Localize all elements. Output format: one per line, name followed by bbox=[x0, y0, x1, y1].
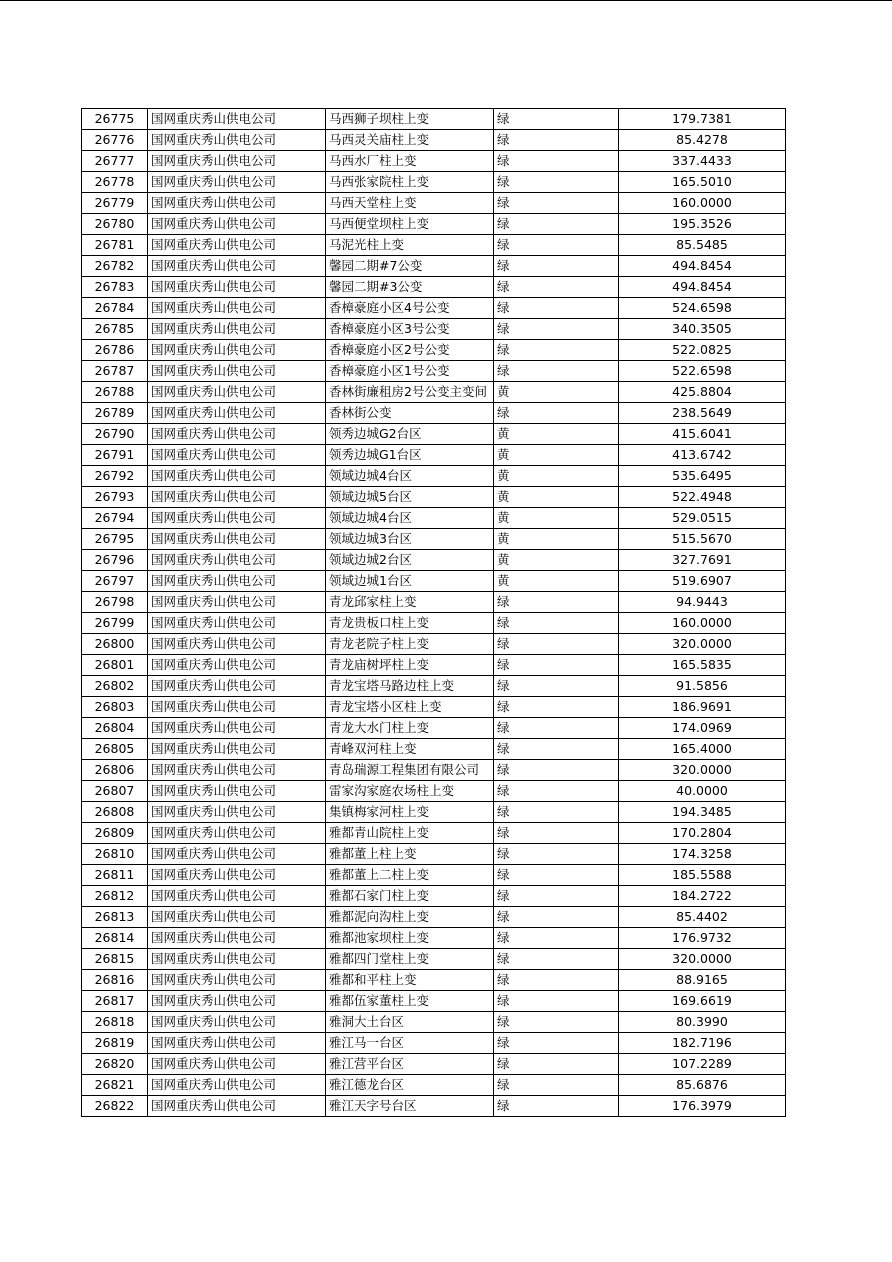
cell-value: 415.6041 bbox=[619, 424, 786, 445]
cell-station: 马西灵关庙柱上变 bbox=[326, 130, 494, 151]
cell-level: 绿 bbox=[494, 193, 619, 214]
cell-id: 26801 bbox=[82, 655, 148, 676]
cell-level: 绿 bbox=[494, 1075, 619, 1096]
cell-level: 绿 bbox=[494, 739, 619, 760]
cell-station: 领秀边城G1台区 bbox=[326, 445, 494, 466]
cell-id: 26791 bbox=[82, 445, 148, 466]
cell-id: 26812 bbox=[82, 886, 148, 907]
cell-value: 170.2804 bbox=[619, 823, 786, 844]
cell-station: 马西天堂柱上变 bbox=[326, 193, 494, 214]
cell-id: 26786 bbox=[82, 340, 148, 361]
cell-station: 雅江马一台区 bbox=[326, 1033, 494, 1054]
cell-company: 国网重庆秀山供电公司 bbox=[148, 487, 326, 508]
cell-company: 国网重庆秀山供电公司 bbox=[148, 928, 326, 949]
cell-level: 绿 bbox=[494, 592, 619, 613]
cell-station: 雅都泥向沟柱上变 bbox=[326, 907, 494, 928]
cell-id: 26809 bbox=[82, 823, 148, 844]
cell-company: 国网重庆秀山供电公司 bbox=[148, 949, 326, 970]
table-row bbox=[82, 466, 786, 487]
cell-level: 绿 bbox=[494, 907, 619, 928]
cell-station: 青岛瑞源工程集团有限公司 bbox=[326, 760, 494, 781]
cell-company: 国网重庆秀山供电公司 bbox=[148, 1012, 326, 1033]
cell-level: 绿 bbox=[494, 613, 619, 634]
cell-level: 绿 bbox=[494, 256, 619, 277]
cell-station: 青龙老院子柱上变 bbox=[326, 634, 494, 655]
cell-level: 绿 bbox=[494, 823, 619, 844]
cell-company: 国网重庆秀山供电公司 bbox=[148, 886, 326, 907]
cell-id: 26806 bbox=[82, 760, 148, 781]
cell-id: 26777 bbox=[82, 151, 148, 172]
cell-value: 327.7691 bbox=[619, 550, 786, 571]
cell-id: 26787 bbox=[82, 361, 148, 382]
table-row bbox=[82, 697, 786, 718]
cell-company: 国网重庆秀山供电公司 bbox=[148, 676, 326, 697]
table-row bbox=[82, 172, 786, 193]
table-row bbox=[82, 361, 786, 382]
table-row bbox=[82, 844, 786, 865]
cell-value: 515.5670 bbox=[619, 529, 786, 550]
cell-station: 马西张家院柱上变 bbox=[326, 172, 494, 193]
cell-station: 青峰双河柱上变 bbox=[326, 739, 494, 760]
cell-station: 雅都青山院柱上变 bbox=[326, 823, 494, 844]
cell-value: 535.6495 bbox=[619, 466, 786, 487]
cell-id: 26779 bbox=[82, 193, 148, 214]
table-row bbox=[82, 445, 786, 466]
cell-id: 26775 bbox=[82, 109, 148, 130]
cell-company: 国网重庆秀山供电公司 bbox=[148, 865, 326, 886]
cell-company: 国网重庆秀山供电公司 bbox=[148, 718, 326, 739]
cell-company: 国网重庆秀山供电公司 bbox=[148, 760, 326, 781]
cell-level: 绿 bbox=[494, 361, 619, 382]
table-row bbox=[82, 886, 786, 907]
cell-company: 国网重庆秀山供电公司 bbox=[148, 907, 326, 928]
cell-level: 绿 bbox=[494, 1012, 619, 1033]
cell-company: 国网重庆秀山供电公司 bbox=[148, 1033, 326, 1054]
cell-id: 26790 bbox=[82, 424, 148, 445]
table-row bbox=[82, 613, 786, 634]
data-table bbox=[81, 108, 786, 1117]
table-row bbox=[82, 634, 786, 655]
cell-level: 绿 bbox=[494, 718, 619, 739]
cell-company: 国网重庆秀山供电公司 bbox=[148, 382, 326, 403]
cell-value: 165.5835 bbox=[619, 655, 786, 676]
cell-id: 26822 bbox=[82, 1096, 148, 1117]
cell-level: 绿 bbox=[494, 991, 619, 1012]
cell-station: 雅都董上柱上变 bbox=[326, 844, 494, 865]
cell-id: 26802 bbox=[82, 676, 148, 697]
cell-station: 集镇梅家河柱上变 bbox=[326, 802, 494, 823]
cell-company: 国网重庆秀山供电公司 bbox=[148, 697, 326, 718]
table-row bbox=[82, 109, 786, 130]
cell-station: 领域边城3台区 bbox=[326, 529, 494, 550]
cell-company: 国网重庆秀山供电公司 bbox=[148, 424, 326, 445]
cell-station: 雅都池家坝柱上变 bbox=[326, 928, 494, 949]
cell-id: 26798 bbox=[82, 592, 148, 613]
cell-value: 184.2722 bbox=[619, 886, 786, 907]
cell-company: 国网重庆秀山供电公司 bbox=[148, 970, 326, 991]
cell-station: 雅江营平台区 bbox=[326, 1054, 494, 1075]
cell-id: 26813 bbox=[82, 907, 148, 928]
cell-company: 国网重庆秀山供电公司 bbox=[148, 130, 326, 151]
cell-level: 黄 bbox=[494, 445, 619, 466]
cell-station: 青龙邱家柱上变 bbox=[326, 592, 494, 613]
cell-level: 黄 bbox=[494, 487, 619, 508]
cell-company: 国网重庆秀山供电公司 bbox=[148, 235, 326, 256]
cell-company: 国网重庆秀山供电公司 bbox=[148, 655, 326, 676]
cell-level: 绿 bbox=[494, 214, 619, 235]
cell-level: 绿 bbox=[494, 886, 619, 907]
table-row bbox=[82, 235, 786, 256]
cell-station: 领域边城1台区 bbox=[326, 571, 494, 592]
cell-company: 国网重庆秀山供电公司 bbox=[148, 298, 326, 319]
cell-station: 雷家沟家庭农场柱上变 bbox=[326, 781, 494, 802]
cell-value: 195.3526 bbox=[619, 214, 786, 235]
cell-company: 国网重庆秀山供电公司 bbox=[148, 1075, 326, 1096]
cell-id: 26783 bbox=[82, 277, 148, 298]
table-row bbox=[82, 256, 786, 277]
table-row bbox=[82, 550, 786, 571]
cell-id: 26805 bbox=[82, 739, 148, 760]
cell-company: 国网重庆秀山供电公司 bbox=[148, 844, 326, 865]
cell-value: 85.4402 bbox=[619, 907, 786, 928]
table-row bbox=[82, 1012, 786, 1033]
cell-company: 国网重庆秀山供电公司 bbox=[148, 571, 326, 592]
cell-level: 绿 bbox=[494, 655, 619, 676]
table-row bbox=[82, 508, 786, 529]
cell-level: 绿 bbox=[494, 844, 619, 865]
cell-value: 160.0000 bbox=[619, 613, 786, 634]
cell-value: 176.3979 bbox=[619, 1096, 786, 1117]
cell-value: 176.9732 bbox=[619, 928, 786, 949]
cell-value: 522.6598 bbox=[619, 361, 786, 382]
cell-station: 领域边城5台区 bbox=[326, 487, 494, 508]
cell-level: 绿 bbox=[494, 151, 619, 172]
table-row bbox=[82, 1075, 786, 1096]
cell-id: 26814 bbox=[82, 928, 148, 949]
cell-level: 绿 bbox=[494, 928, 619, 949]
table-row bbox=[82, 214, 786, 235]
cell-id: 26818 bbox=[82, 1012, 148, 1033]
cell-id: 26782 bbox=[82, 256, 148, 277]
cell-id: 26821 bbox=[82, 1075, 148, 1096]
cell-id: 26792 bbox=[82, 466, 148, 487]
cell-station: 馨园二期#3公变 bbox=[326, 277, 494, 298]
cell-level: 绿 bbox=[494, 676, 619, 697]
table-row bbox=[82, 277, 786, 298]
cell-id: 26815 bbox=[82, 949, 148, 970]
cell-station: 马西便堂坝柱上变 bbox=[326, 214, 494, 235]
cell-company: 国网重庆秀山供电公司 bbox=[148, 361, 326, 382]
cell-id: 26816 bbox=[82, 970, 148, 991]
cell-station: 领域边城4台区 bbox=[326, 466, 494, 487]
cell-company: 国网重庆秀山供电公司 bbox=[148, 445, 326, 466]
cell-level: 绿 bbox=[494, 949, 619, 970]
table-row bbox=[82, 130, 786, 151]
cell-station: 马西水厂柱上变 bbox=[326, 151, 494, 172]
cell-level: 黄 bbox=[494, 508, 619, 529]
cell-id: 26807 bbox=[82, 781, 148, 802]
cell-id: 26778 bbox=[82, 172, 148, 193]
cell-value: 494.8454 bbox=[619, 277, 786, 298]
cell-id: 26800 bbox=[82, 634, 148, 655]
cell-value: 40.0000 bbox=[619, 781, 786, 802]
cell-value: 320.0000 bbox=[619, 760, 786, 781]
table-row bbox=[82, 1096, 786, 1117]
cell-level: 绿 bbox=[494, 340, 619, 361]
table-body bbox=[82, 109, 786, 1117]
table-row bbox=[82, 781, 786, 802]
cell-id: 26780 bbox=[82, 214, 148, 235]
table-row bbox=[82, 403, 786, 424]
cell-station: 香樟豪庭小区4号公变 bbox=[326, 298, 494, 319]
cell-value: 185.5588 bbox=[619, 865, 786, 886]
cell-id: 26797 bbox=[82, 571, 148, 592]
cell-company: 国网重庆秀山供电公司 bbox=[148, 319, 326, 340]
cell-value: 337.4433 bbox=[619, 151, 786, 172]
cell-station: 青龙宝塔小区柱上变 bbox=[326, 697, 494, 718]
cell-id: 26784 bbox=[82, 298, 148, 319]
cell-id: 26819 bbox=[82, 1033, 148, 1054]
cell-station: 领秀边城G2台区 bbox=[326, 424, 494, 445]
table-row bbox=[82, 970, 786, 991]
table-row bbox=[82, 340, 786, 361]
cell-id: 26803 bbox=[82, 697, 148, 718]
cell-company: 国网重庆秀山供电公司 bbox=[148, 151, 326, 172]
cell-level: 绿 bbox=[494, 1096, 619, 1117]
cell-company: 国网重庆秀山供电公司 bbox=[148, 529, 326, 550]
cell-value: 174.3258 bbox=[619, 844, 786, 865]
cell-id: 26804 bbox=[82, 718, 148, 739]
table-row bbox=[82, 991, 786, 1012]
cell-company: 国网重庆秀山供电公司 bbox=[148, 592, 326, 613]
cell-id: 26793 bbox=[82, 487, 148, 508]
cell-level: 绿 bbox=[494, 1054, 619, 1075]
cell-id: 26794 bbox=[82, 508, 148, 529]
cell-station: 雅江德龙台区 bbox=[326, 1075, 494, 1096]
cell-level: 绿 bbox=[494, 697, 619, 718]
cell-station: 香樟豪庭小区1号公变 bbox=[326, 361, 494, 382]
cell-station: 雅都四门堂柱上变 bbox=[326, 949, 494, 970]
cell-value: 494.8454 bbox=[619, 256, 786, 277]
cell-station: 青龙庙树坪柱上变 bbox=[326, 655, 494, 676]
cell-value: 160.0000 bbox=[619, 193, 786, 214]
cell-value: 524.6598 bbox=[619, 298, 786, 319]
cell-company: 国网重庆秀山供电公司 bbox=[148, 109, 326, 130]
cell-value: 529.0515 bbox=[619, 508, 786, 529]
cell-company: 国网重庆秀山供电公司 bbox=[148, 508, 326, 529]
cell-level: 黄 bbox=[494, 529, 619, 550]
table-row bbox=[82, 802, 786, 823]
cell-company: 国网重庆秀山供电公司 bbox=[148, 781, 326, 802]
cell-value: 425.8804 bbox=[619, 382, 786, 403]
cell-value: 320.0000 bbox=[619, 949, 786, 970]
cell-station: 马泥光柱上变 bbox=[326, 235, 494, 256]
cell-level: 绿 bbox=[494, 1033, 619, 1054]
cell-id: 26799 bbox=[82, 613, 148, 634]
cell-company: 国网重庆秀山供电公司 bbox=[148, 634, 326, 655]
cell-level: 绿 bbox=[494, 970, 619, 991]
table-row bbox=[82, 529, 786, 550]
cell-company: 国网重庆秀山供电公司 bbox=[148, 802, 326, 823]
cell-level: 绿 bbox=[494, 403, 619, 424]
table-row bbox=[82, 151, 786, 172]
table-row bbox=[82, 676, 786, 697]
cell-station: 马西狮子坝柱上变 bbox=[326, 109, 494, 130]
table-row bbox=[82, 298, 786, 319]
cell-station: 领域边城2台区 bbox=[326, 550, 494, 571]
cell-level: 绿 bbox=[494, 634, 619, 655]
cell-value: 88.9165 bbox=[619, 970, 786, 991]
cell-company: 国网重庆秀山供电公司 bbox=[148, 214, 326, 235]
table-row bbox=[82, 424, 786, 445]
cell-station: 雅都石家门柱上变 bbox=[326, 886, 494, 907]
table-row bbox=[82, 865, 786, 886]
cell-id: 26817 bbox=[82, 991, 148, 1012]
cell-value: 413.6742 bbox=[619, 445, 786, 466]
cell-value: 91.5856 bbox=[619, 676, 786, 697]
table-row bbox=[82, 1033, 786, 1054]
cell-id: 26810 bbox=[82, 844, 148, 865]
cell-value: 182.7196 bbox=[619, 1033, 786, 1054]
table-row bbox=[82, 760, 786, 781]
cell-station: 雅都董上二柱上变 bbox=[326, 865, 494, 886]
cell-company: 国网重庆秀山供电公司 bbox=[148, 172, 326, 193]
cell-level: 黄 bbox=[494, 424, 619, 445]
cell-id: 26820 bbox=[82, 1054, 148, 1075]
cell-value: 165.5010 bbox=[619, 172, 786, 193]
cell-level: 绿 bbox=[494, 130, 619, 151]
table-row bbox=[82, 739, 786, 760]
cell-level: 绿 bbox=[494, 319, 619, 340]
cell-value: 238.5649 bbox=[619, 403, 786, 424]
cell-station: 馨园二期#7公变 bbox=[326, 256, 494, 277]
cell-station: 雅江天字号台区 bbox=[326, 1096, 494, 1117]
cell-value: 179.7381 bbox=[619, 109, 786, 130]
cell-id: 26808 bbox=[82, 802, 148, 823]
table-row bbox=[82, 319, 786, 340]
cell-level: 绿 bbox=[494, 298, 619, 319]
cell-value: 320.0000 bbox=[619, 634, 786, 655]
table-row bbox=[82, 487, 786, 508]
cell-company: 国网重庆秀山供电公司 bbox=[148, 991, 326, 1012]
table-row bbox=[82, 949, 786, 970]
table-row bbox=[82, 571, 786, 592]
cell-company: 国网重庆秀山供电公司 bbox=[148, 277, 326, 298]
cell-value: 85.4278 bbox=[619, 130, 786, 151]
cell-station: 雅都和平柱上变 bbox=[326, 970, 494, 991]
table-row bbox=[82, 382, 786, 403]
cell-station: 香樟豪庭小区2号公变 bbox=[326, 340, 494, 361]
cell-company: 国网重庆秀山供电公司 bbox=[148, 403, 326, 424]
cell-station: 雅都伍家董柱上变 bbox=[326, 991, 494, 1012]
cell-level: 绿 bbox=[494, 235, 619, 256]
cell-level: 黄 bbox=[494, 466, 619, 487]
cell-level: 黄 bbox=[494, 571, 619, 592]
cell-value: 107.2289 bbox=[619, 1054, 786, 1075]
cell-company: 国网重庆秀山供电公司 bbox=[148, 193, 326, 214]
table-row bbox=[82, 718, 786, 739]
table-row bbox=[82, 928, 786, 949]
cell-id: 26788 bbox=[82, 382, 148, 403]
cell-station: 香林街公变 bbox=[326, 403, 494, 424]
cell-value: 522.4948 bbox=[619, 487, 786, 508]
cell-level: 绿 bbox=[494, 760, 619, 781]
cell-company: 国网重庆秀山供电公司 bbox=[148, 823, 326, 844]
cell-value: 169.6619 bbox=[619, 991, 786, 1012]
cell-company: 国网重庆秀山供电公司 bbox=[148, 340, 326, 361]
cell-level: 绿 bbox=[494, 781, 619, 802]
cell-id: 26811 bbox=[82, 865, 148, 886]
cell-id: 26776 bbox=[82, 130, 148, 151]
cell-value: 340.3505 bbox=[619, 319, 786, 340]
page-top-rule bbox=[0, 0, 892, 1]
cell-value: 522.0825 bbox=[619, 340, 786, 361]
cell-station: 领域边城4台区 bbox=[326, 508, 494, 529]
cell-id: 26781 bbox=[82, 235, 148, 256]
cell-value: 94.9443 bbox=[619, 592, 786, 613]
cell-id: 26789 bbox=[82, 403, 148, 424]
cell-value: 165.4000 bbox=[619, 739, 786, 760]
cell-station: 雅洞大土台区 bbox=[326, 1012, 494, 1033]
cell-id: 26785 bbox=[82, 319, 148, 340]
cell-value: 85.5485 bbox=[619, 235, 786, 256]
cell-company: 国网重庆秀山供电公司 bbox=[148, 550, 326, 571]
cell-station: 青龙贵板口柱上变 bbox=[326, 613, 494, 634]
cell-value: 80.3990 bbox=[619, 1012, 786, 1033]
cell-value: 85.6876 bbox=[619, 1075, 786, 1096]
cell-station: 香樟豪庭小区3号公变 bbox=[326, 319, 494, 340]
table-row bbox=[82, 823, 786, 844]
table-row bbox=[82, 592, 786, 613]
table-row bbox=[82, 907, 786, 928]
cell-id: 26795 bbox=[82, 529, 148, 550]
cell-value: 194.3485 bbox=[619, 802, 786, 823]
cell-company: 国网重庆秀山供电公司 bbox=[148, 466, 326, 487]
table-row bbox=[82, 655, 786, 676]
cell-company: 国网重庆秀山供电公司 bbox=[148, 1054, 326, 1075]
table-row bbox=[82, 1054, 786, 1075]
cell-level: 绿 bbox=[494, 802, 619, 823]
cell-level: 绿 bbox=[494, 277, 619, 298]
cell-value: 174.0969 bbox=[619, 718, 786, 739]
cell-company: 国网重庆秀山供电公司 bbox=[148, 256, 326, 277]
cell-level: 绿 bbox=[494, 109, 619, 130]
cell-value: 186.9691 bbox=[619, 697, 786, 718]
table-row bbox=[82, 193, 786, 214]
cell-station: 青龙宝塔马路边柱上变 bbox=[326, 676, 494, 697]
cell-level: 黄 bbox=[494, 382, 619, 403]
cell-level: 绿 bbox=[494, 865, 619, 886]
cell-value: 519.6907 bbox=[619, 571, 786, 592]
cell-id: 26796 bbox=[82, 550, 148, 571]
cell-company: 国网重庆秀山供电公司 bbox=[148, 1096, 326, 1117]
cell-company: 国网重庆秀山供电公司 bbox=[148, 613, 326, 634]
cell-station: 香林街廉租房2号公变主变间 bbox=[326, 382, 494, 403]
cell-company: 国网重庆秀山供电公司 bbox=[148, 739, 326, 760]
cell-level: 绿 bbox=[494, 172, 619, 193]
cell-level: 黄 bbox=[494, 550, 619, 571]
cell-station: 青龙大水门柱上变 bbox=[326, 718, 494, 739]
